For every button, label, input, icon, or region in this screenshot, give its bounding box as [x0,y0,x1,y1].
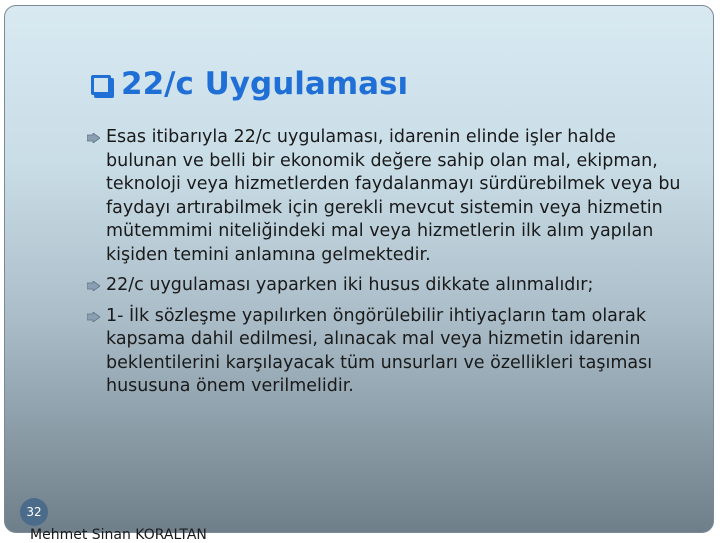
checkbox-bullet-icon [91,75,111,95]
bullet-paragraph [87,274,687,298]
arrow-bullet-icon [87,133,100,143]
arrow-bullet-icon [87,281,100,291]
footer-author: Mehmet Sinan KORALTAN [30,527,207,543]
bullet-paragraph [87,305,687,399]
slide-title [91,66,408,102]
slide-frame [4,5,714,533]
paragraph-text: Esas itibarıyla 22/c uygulaması, idarenin elinde işler halde bulunan ve belli bir ekonomik değere sahip olan mal, ekipman, teknoloji veya hizmetlerden faydalanmayı sürdürebilmek veya bu faydayı artırabilmek için gerekli mevcut sistemin veya hizmetin mütemmimi niteliğindeki mal veya hizmetlerin ilk alım yapılan kişiden temini anlamına gelmektedir. [106,127,681,265]
slide-title-text: 22/c Uygulaması [121,66,409,102]
bullet-paragraph [87,126,687,267]
arrow-bullet-icon [87,312,100,322]
paragraph-text: 22/c uygulaması yaparken iki husus dikkate alınmalıdır; [106,275,594,295]
paragraph-text: 1- İlk sözleşme yapılırken öngörülebilir ihtiyaçların tam olarak kapsama dahil edilmesi, alınacak mal veya hizmetin idarenin beklentilerini karşılayacak tüm unsurları ve özellikleri taşıması hususuna önem verilmelidir. [106,305,653,396]
slide-body [87,126,687,406]
page-number-badge: 32 [20,498,48,526]
